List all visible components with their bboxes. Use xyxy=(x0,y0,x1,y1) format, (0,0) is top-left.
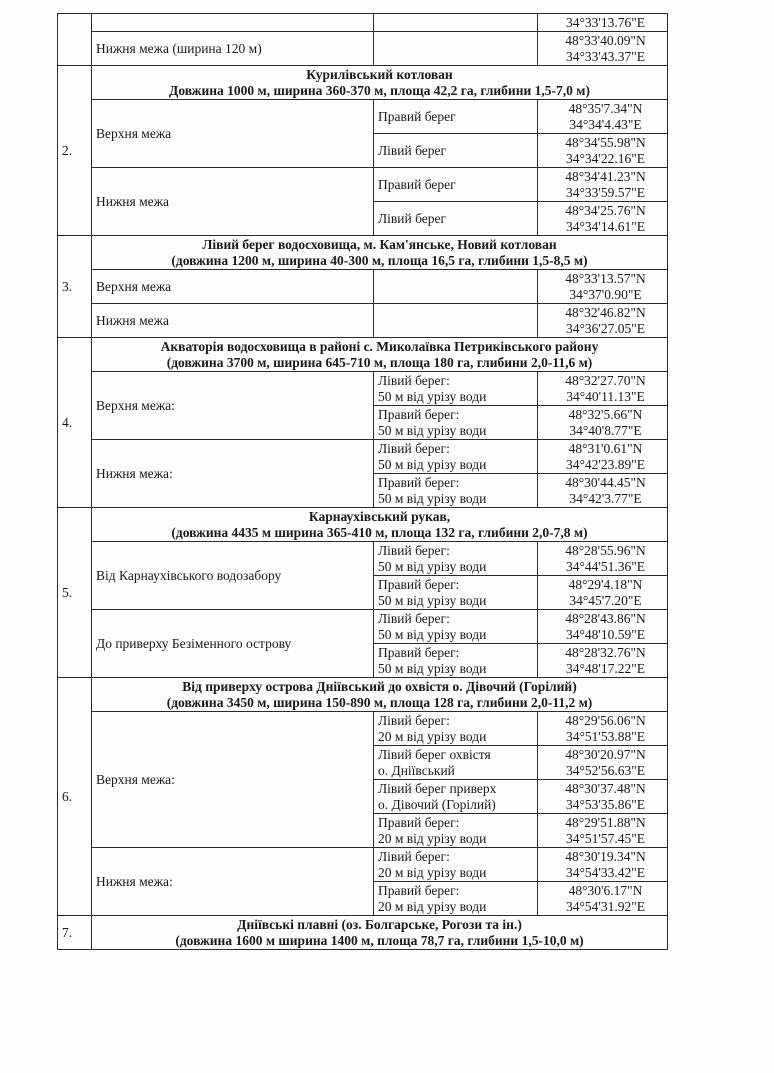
table-row xyxy=(58,712,668,746)
section-number: 5. xyxy=(58,508,92,678)
section-subtitle: (довжина 1200 м, ширина 40-300 м, площа 16,5 га, глибини 1,5-8,5 м) xyxy=(171,252,588,268)
section-subtitle: (довжина 3450 м, ширина 150-890 м, площа 128 га, глибини 2,0-11,2 м) xyxy=(166,694,593,710)
coordinate-cell xyxy=(538,270,668,304)
section-header-row xyxy=(58,236,668,270)
section-heading xyxy=(92,678,668,712)
section-number: 3. xyxy=(58,236,92,338)
coordinate-value: 48°28'32.76"N xyxy=(565,644,646,660)
bank-cell xyxy=(374,542,538,576)
coordinate-value: 48°29'4.18"N xyxy=(568,576,643,592)
coordinate-value: 48°34'41.23"N xyxy=(565,168,646,184)
bank-description: Правий берег xyxy=(378,176,456,192)
section-subtitle: Довжина 1000 м, ширина 360-370 м, площа 42,2 га, глибини 1,5-7,0 м) xyxy=(169,82,590,98)
coordinate-value: 48°31'0.61"N xyxy=(568,440,643,456)
table-row xyxy=(58,168,668,202)
bank-cell xyxy=(374,406,538,440)
bank-cell xyxy=(374,270,538,304)
coordinate-cell xyxy=(538,610,668,644)
bank-cell xyxy=(374,372,538,406)
bank-description: 50 м від урізу води xyxy=(378,592,487,608)
table-row xyxy=(58,848,668,882)
bank-description: 50 м від урізу води xyxy=(378,626,487,642)
coordinate-cell xyxy=(538,168,668,202)
section-title: Лівий берег водосховища, м. Кам'янське, Новий котлован xyxy=(202,236,557,252)
bank-cell xyxy=(374,168,538,202)
coordinate-cell xyxy=(538,542,668,576)
bank-description: о. Дівочий (Горілий) xyxy=(378,796,496,812)
bank-cell xyxy=(374,14,538,32)
section-heading xyxy=(92,236,668,270)
section-title: Карнаухівський рукав, xyxy=(308,508,451,524)
bank-description: 50 м від урізу води xyxy=(378,660,487,676)
coordinate-cell xyxy=(538,474,668,508)
coordinate-value: 34°53'35.86"E xyxy=(566,796,645,812)
bank-cell xyxy=(374,134,538,168)
coordinate-value: 34°52'56.63"E xyxy=(566,762,645,778)
coordinate-value: 48°30'44.45"N xyxy=(565,474,646,490)
section-header-row xyxy=(58,916,668,950)
bank-cell xyxy=(374,202,538,236)
coordinate-cell xyxy=(538,746,668,780)
coordinate-value: 34°40'11.13"E xyxy=(566,388,645,404)
bank-description: Лівий берег: xyxy=(378,712,450,728)
coordinate-value: 48°30'19.34"N xyxy=(565,848,646,864)
coordinate-value: 48°30'20.97"N xyxy=(565,746,646,762)
section-number: 2. xyxy=(58,66,92,236)
fishing-areas-table xyxy=(57,13,668,950)
coordinate-value: 34°34'22.16"E xyxy=(566,150,645,166)
bank-cell xyxy=(374,644,538,678)
bank-description: Правий берег: xyxy=(378,406,460,422)
bank-cell xyxy=(374,32,538,66)
section-subtitle: (довжина 4435 м ширина 365-410 м, площа 132 га, глибини 2,0-7,8 м) xyxy=(171,524,588,540)
bank-cell xyxy=(374,576,538,610)
boundary-label: Від Карнаухівського водозабору xyxy=(92,542,374,610)
coordinate-cell xyxy=(538,100,668,134)
bank-cell xyxy=(374,100,538,134)
coordinate-cell xyxy=(538,712,668,746)
bank-cell xyxy=(374,474,538,508)
section-number: 7. xyxy=(58,916,92,950)
bank-description: 20 м від урізу води xyxy=(378,728,487,744)
section-subtitle: (довжина 1600 м ширина 1400 м, площа 78,7 га, глибини 1,5-10,0 м) xyxy=(175,932,584,948)
coordinate-value: 34°42'23.89"E xyxy=(566,456,645,472)
boundary-label: Верхня межа: xyxy=(92,372,374,440)
table-row xyxy=(58,14,668,32)
bank-description: Лівий берег: xyxy=(378,440,450,456)
boundary-label: Верхня межа: xyxy=(92,712,374,848)
boundary-label: Нижня межа xyxy=(92,168,374,236)
coordinate-value: 48°34'25.76"N xyxy=(565,202,646,218)
table-row xyxy=(58,304,668,338)
section-heading xyxy=(92,338,668,372)
bank-cell xyxy=(374,712,538,746)
section-number: 4. xyxy=(58,338,92,508)
bank-cell xyxy=(374,746,538,780)
bank-description: 20 м від урізу води xyxy=(378,864,487,880)
table-row xyxy=(58,610,668,644)
bank-cell xyxy=(374,440,538,474)
boundary-label: До приверху Безіменного острову xyxy=(92,610,374,678)
coordinate-value: 34°54'33.42"E xyxy=(566,864,645,880)
coordinate-value: 48°32'46.82"N xyxy=(565,304,646,320)
bank-description: Правий берег: xyxy=(378,644,460,660)
coordinate-cell xyxy=(538,14,668,32)
coordinate-value: 34°37'0.90"E xyxy=(569,286,642,302)
bank-cell xyxy=(374,304,538,338)
coordinate-value: 34°36'27.05"E xyxy=(566,320,645,336)
coordinate-value: 48°28'55.96"N xyxy=(565,542,646,558)
section-header-row xyxy=(58,66,668,100)
section-number-cell xyxy=(58,14,92,66)
table-row xyxy=(58,100,668,134)
section-title: Акваторія водосховища в районі с. Миколаївка Петриківського району xyxy=(160,338,599,354)
boundary-label: Нижня межа: xyxy=(92,848,374,916)
bank-description: Правий берег: xyxy=(378,814,460,830)
bank-description: Правий берег: xyxy=(378,474,460,490)
coordinate-value: 48°33'13.57"N xyxy=(565,270,646,286)
bank-description: Лівий берег охвістя xyxy=(378,746,491,762)
bank-description: Лівий берег приверх xyxy=(378,780,497,796)
section-subtitle: (довжина 3700 м, ширина 645-710 м, площа 180 га, глибини 2,0-11,6 м) xyxy=(166,354,593,370)
section-title: Дніївські плавні (оз. Болгарське, Рогози та ін.) xyxy=(237,916,522,932)
coordinate-value: 48°28'43.86"N xyxy=(565,610,646,626)
boundary-label: Нижня межа xyxy=(92,304,374,338)
coordinate-cell xyxy=(538,304,668,338)
coordinate-value: 48°29'56.06"N xyxy=(565,712,646,728)
section-title: Від приверху острова Дніївський до охвістя о. Дівочий (Горілий) xyxy=(182,678,577,694)
coordinate-value: 34°34'14.61"E xyxy=(566,218,645,234)
coordinate-value: 34°34'4.43"E xyxy=(569,116,642,132)
coordinate-value: 34°48'10.59"E xyxy=(566,626,645,642)
bank-description: 50 м від урізу води xyxy=(378,558,487,574)
boundary-label: Верхня межа xyxy=(92,100,374,168)
bank-cell xyxy=(374,848,538,882)
bank-description: Правий берег xyxy=(378,108,456,124)
coordinate-cell xyxy=(538,406,668,440)
table-row xyxy=(58,372,668,406)
coordinate-value: 34°33'13.76"E xyxy=(566,14,645,30)
coordinate-value: 48°32'27.70"N xyxy=(565,372,646,388)
bank-cell xyxy=(374,780,538,814)
section-heading xyxy=(92,916,668,950)
coordinate-value: 34°48'17.22"E xyxy=(566,660,645,676)
section-title: Курилівський котлован xyxy=(306,66,453,82)
bank-description: о. Дніївський xyxy=(378,762,455,778)
coordinate-value: 48°33'40.09"N xyxy=(565,32,646,48)
table-row xyxy=(58,542,668,576)
bank-description: 20 м від урізу води xyxy=(378,898,487,914)
coordinate-cell xyxy=(538,372,668,406)
bank-description: 50 м від урізу води xyxy=(378,456,487,472)
boundary-label xyxy=(92,14,374,32)
boundary-label: Верхня межа xyxy=(92,270,374,304)
table-row xyxy=(58,32,668,66)
coordinate-cell xyxy=(538,32,668,66)
coordinate-value: 34°51'53.88"E xyxy=(566,728,645,744)
bank-description: 20 м від урізу води xyxy=(378,830,487,846)
bank-description: Лівий берег: xyxy=(378,610,450,626)
coordinate-value: 34°40'8.77"E xyxy=(569,422,642,438)
bank-description: Лівий берег: xyxy=(378,848,450,864)
section-header-row xyxy=(58,508,668,542)
coordinate-value: 34°33'43.37"E xyxy=(566,48,645,64)
bank-cell xyxy=(374,814,538,848)
coordinate-value: 48°34'55.98"N xyxy=(565,134,646,150)
coordinate-value: 48°30'37.48"N xyxy=(565,780,646,796)
bank-description: 50 м від урізу води xyxy=(378,490,487,506)
section-heading xyxy=(92,508,668,542)
boundary-label: Нижня межа (ширина 120 м) xyxy=(92,32,374,66)
coordinate-value: 48°32'5.66"N xyxy=(568,406,643,422)
bank-description: Правий берег: xyxy=(378,576,460,592)
bank-description: Лівий берег: xyxy=(378,542,450,558)
coordinate-value: 34°42'3.77"E xyxy=(569,490,642,506)
bank-description: 50 м від урізу води xyxy=(378,388,487,404)
coordinate-cell xyxy=(538,202,668,236)
bank-description: Лівий берег xyxy=(378,142,447,158)
coordinate-value: 48°29'51.88"N xyxy=(565,814,646,830)
coordinate-value: 34°54'31.92"E xyxy=(566,898,645,914)
coordinate-cell xyxy=(538,576,668,610)
bank-description: 50 м від урізу води xyxy=(378,422,487,438)
section-number: 6. xyxy=(58,678,92,916)
section-heading xyxy=(92,66,668,100)
coordinate-cell xyxy=(538,644,668,678)
coordinate-value: 34°44'51.36"E xyxy=(566,558,645,574)
coordinate-cell xyxy=(538,780,668,814)
coordinate-value: 34°51'57.45"E xyxy=(566,830,645,846)
bank-description: Лівий берег: xyxy=(378,372,450,388)
coordinate-value: 48°35'7.34"N xyxy=(568,100,643,116)
boundary-label: Нижня межа: xyxy=(92,440,374,508)
coordinate-cell xyxy=(538,440,668,474)
bank-description: Правий берег: xyxy=(378,882,460,898)
coordinate-value: 34°33'59.57"E xyxy=(566,184,645,200)
coordinate-value: 48°30'6.17"N xyxy=(568,882,643,898)
coordinate-cell xyxy=(538,134,668,168)
bank-cell xyxy=(374,882,538,916)
coordinate-cell xyxy=(538,814,668,848)
section-header-row xyxy=(58,338,668,372)
section-header-row xyxy=(58,678,668,712)
table-row xyxy=(58,270,668,304)
coordinate-cell xyxy=(538,882,668,916)
coordinate-cell xyxy=(538,848,668,882)
bank-cell xyxy=(374,610,538,644)
bank-description: Лівий берег xyxy=(378,210,447,226)
table-row xyxy=(58,440,668,474)
coordinate-value: 34°45'7.20"E xyxy=(569,592,642,608)
